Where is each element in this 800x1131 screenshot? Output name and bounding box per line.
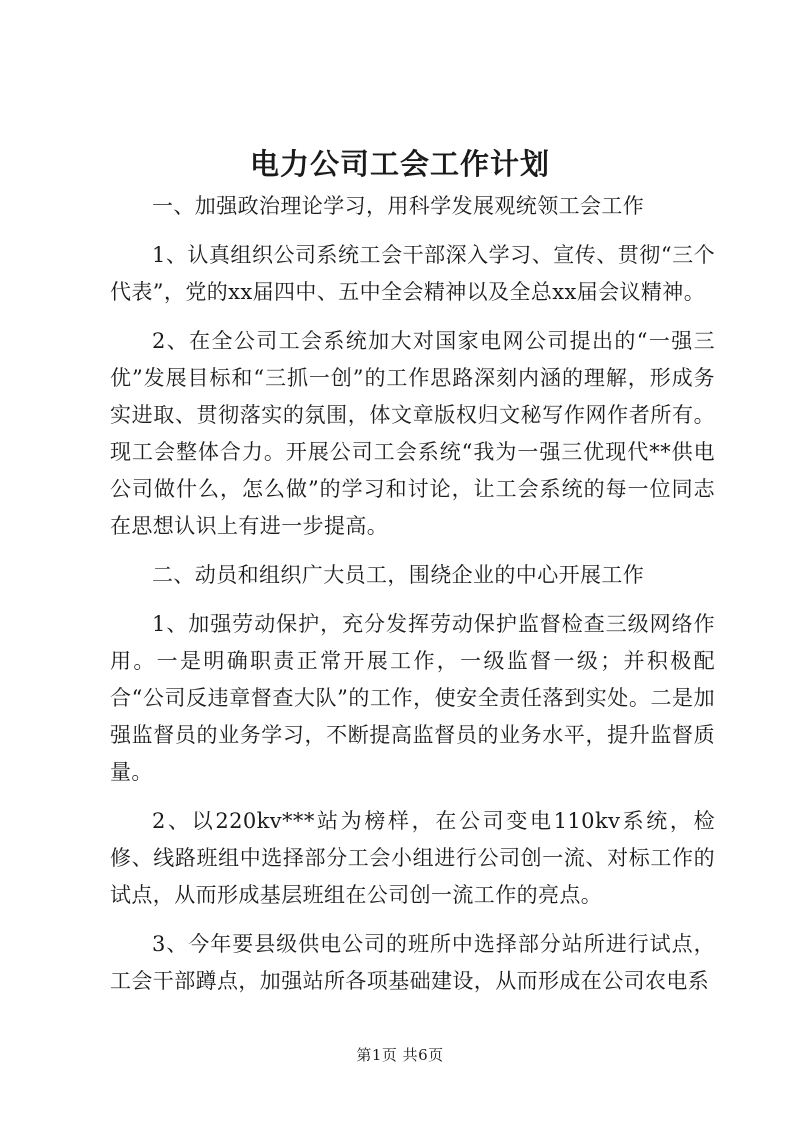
- page-number-footer: 第1页 共6页: [356, 1046, 444, 1064]
- paragraph: 1、加强劳动保护，充分发挥劳动保护监督检查三级网络作用。一是明确职责正常开展工作，一级监督一级；并积极配合“公司反违章督查大队”的工作，使安全责任落到实处。二是加强监督员的业务学习，不断提高监督员的业务水平，提升监督质量。: [110, 612, 715, 784]
- paragraph: 2、在全公司工会系统加大对国家电网公司提出的“一强三优”发展目标和“三抓一创”的工作思路深刻内涵的理解，形成务实进取、贯彻落实的氛围，体文章版权归文秘写作网作者所有。现工会整体合力。开展公司工会系统“我为一强三优现代**供电公司做什么，怎么做”的学习和讨论，让工会系统的每一位同志在思想认识上有进一步提高。: [110, 329, 715, 538]
- paragraph: 1、认真组织公司系统工会干部深入学习、宣传、贯彻“三个代表”，党的xx届四中、五中全会精神以及全总xx届会议精神。: [110, 243, 715, 304]
- document-title: 电力公司工会工作计划: [249, 147, 550, 181]
- section-heading-2: 二、动员和组织广大员工，围绕企业的中心开展工作: [152, 563, 645, 587]
- paragraph: 3、今年要县级供电公司的班所中选择部分站所进行试点，工会干部蹲点，加强站所各项基础建设，从而形成在公司农电系: [110, 932, 715, 993]
- paragraph: 2、以220kv***站为榜样，在公司变电110kv系统，检修、线路班组中选择部分工会小组进行公司创一流、对标工作的试点，从而形成基层班组在公司创一流工作的亮点。: [110, 809, 715, 907]
- section-heading-1: 一、加强政治理论学习，用科学发展观统领工会工作: [152, 194, 645, 218]
- document-body: [110, 188, 715, 1000]
